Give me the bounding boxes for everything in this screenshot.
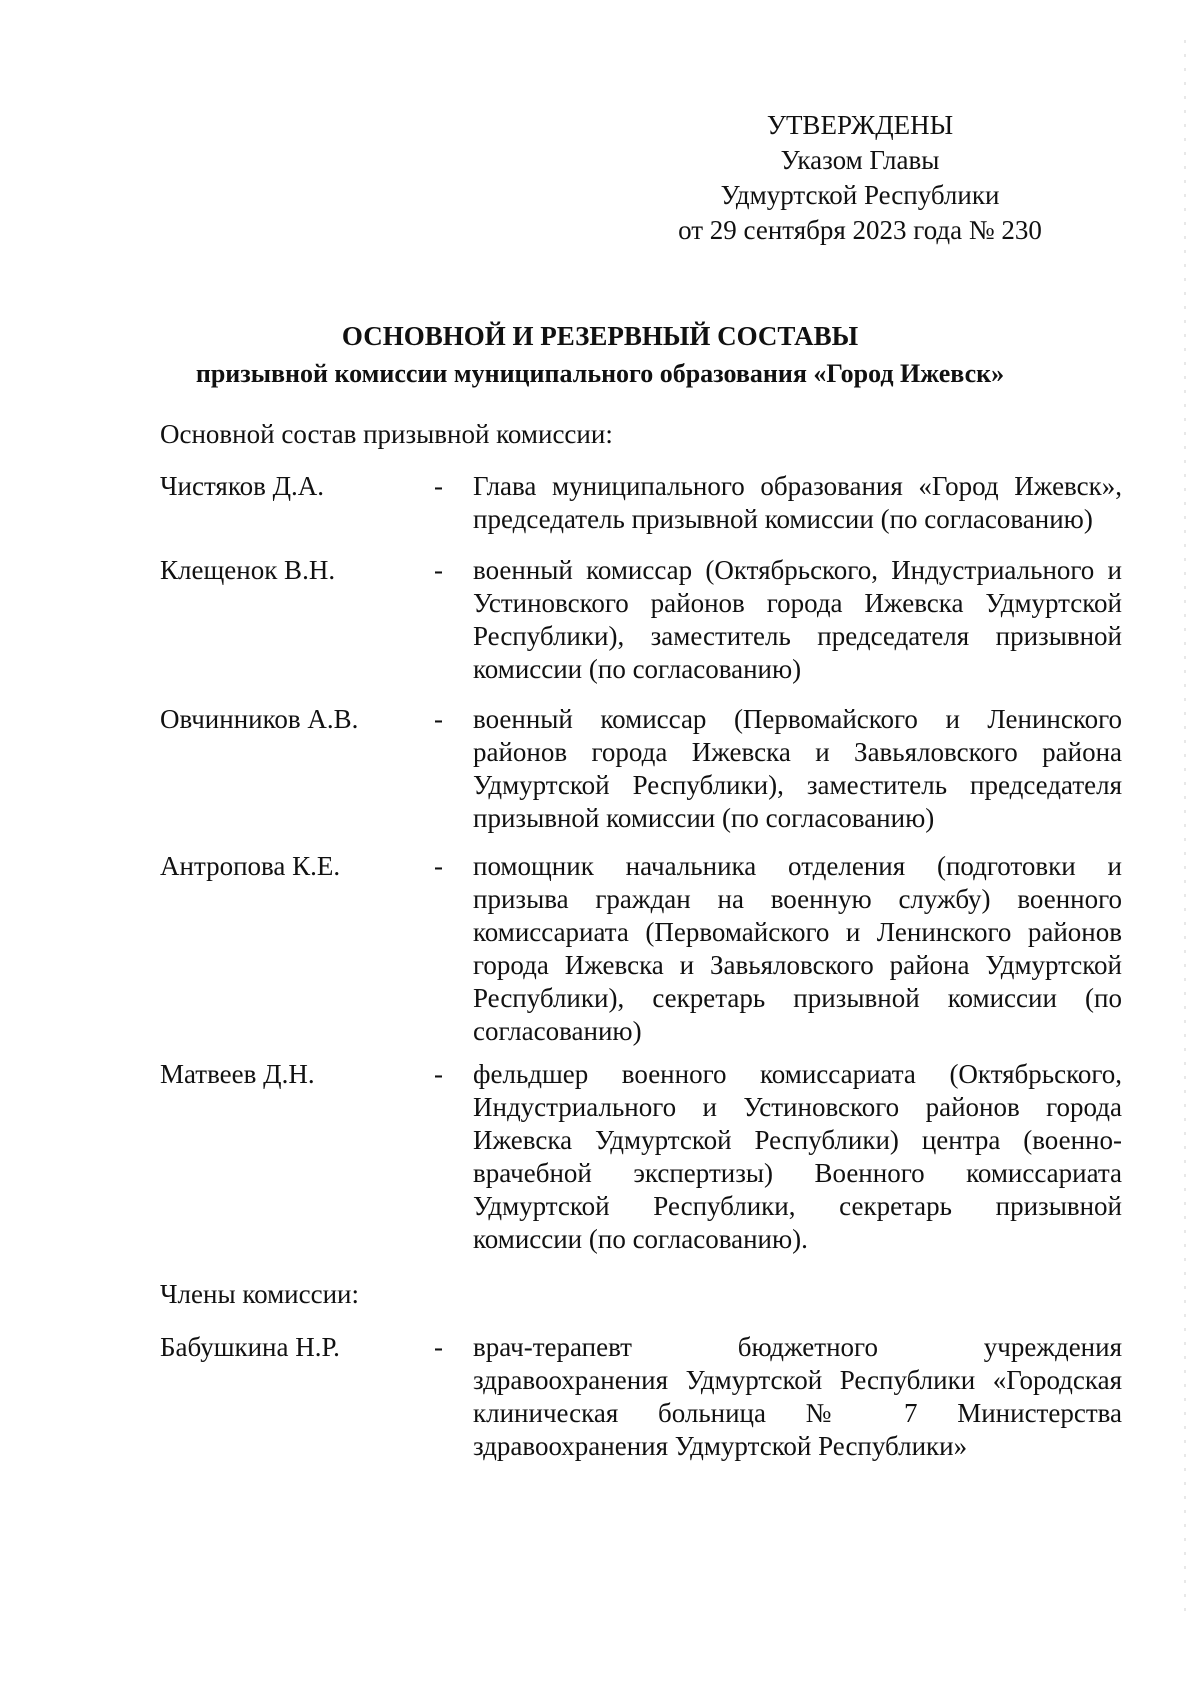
member-description: Глава муниципального образования «Город Ижевск», председатель призывной комиссии (по согласованию)	[473, 471, 1122, 534]
member-name: Клещенок В.Н.	[160, 555, 336, 585]
document-subtitle: призывной комиссии муниципального образования «Город Ижевск»	[195, 359, 1005, 388]
member-description: врач-терапевт бюджетного учреждения здравоохранения Удмуртской Республики «Городская клиническая больница № 7 Министерства здравоохранения Удмуртской Республики»	[473, 1332, 1122, 1461]
member-description: помощник начальника отделения (подготовки и призыва граждан на военную службу) военного комиссариата (Первомайского и Ленинского районов города Ижевска и Завьяловского района Удмуртской Республики), секретарь призывной комиссии (по согласованию)	[473, 851, 1122, 1046]
member-description: фельдшер военного комиссариата (Октябрьского, Индустриального и Устиновского районов города Ижевска Удмуртской Республики) центра (военно-врачебной экспертизы) Военного комиссариата Удмуртской Республики, секретарь призывной комиссии (по согласованию).	[473, 1059, 1122, 1254]
member-dash: -	[434, 471, 443, 501]
member-description: военный комиссар (Октябрьского, Индустриального и Устиновского районов города Ижевска Удмуртской Республики), заместитель председателя призывной комиссии (по согласованию)	[473, 555, 1122, 684]
commission-members-label: Члены комиссии:	[160, 1279, 359, 1309]
document-title: ОСНОВНОЙ И РЕЗЕРВНЫЙ СОСТАВЫ	[341, 321, 859, 351]
member-dash: -	[434, 851, 443, 881]
member-dash: -	[434, 1059, 443, 1089]
member-description: военный комиссар (Первомайского и Ленинского районов города Ижевска и Завьяловского района Удмуртской Республики), заместитель председателя призывной комиссии (по согласованию)	[473, 704, 1122, 833]
main-composition-label: Основной состав призывной комиссии:	[160, 419, 613, 449]
approval-republic-line: Удмуртской Республики	[720, 180, 1000, 210]
member-dash: -	[434, 555, 443, 585]
member-name: Матвеев Д.Н.	[160, 1059, 315, 1089]
scan-margin-marks	[1184, 40, 1186, 1620]
document-heading	[0, 318, 1200, 392]
member-dash: -	[434, 704, 443, 734]
approval-date-line: от 29 сентября 2023 года № 230	[678, 215, 1042, 245]
member-name: Овчинников А.В.	[160, 704, 359, 734]
approval-decree-line: Указом Главы	[780, 145, 940, 175]
approval-heading: УТВЕРЖДЕНЫ	[766, 110, 954, 140]
member-name: Чистяков Д.А.	[160, 471, 325, 501]
approval-stamp-block	[640, 108, 1080, 248]
member-dash: -	[434, 1332, 443, 1362]
member-name: Антропова К.Е.	[160, 851, 341, 881]
member-name: Бабушкина Н.Р.	[160, 1332, 340, 1362]
